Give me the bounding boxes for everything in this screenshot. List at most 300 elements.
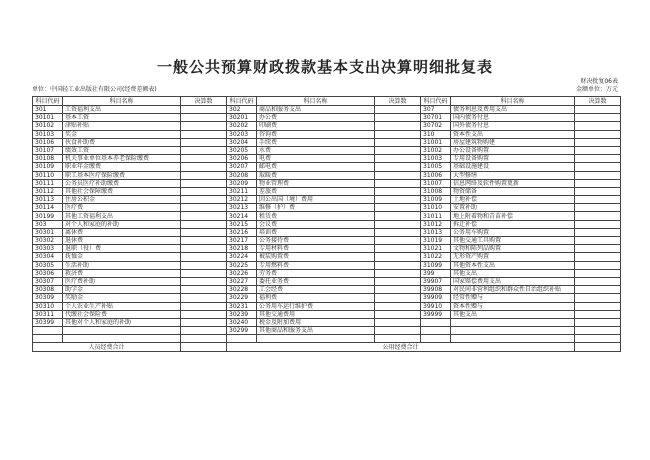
cell-code: 30112 <box>33 187 63 195</box>
cell-name <box>63 335 181 343</box>
cell-amount <box>575 237 621 245</box>
cell-code: 30311 <box>33 310 63 318</box>
cell-amount <box>375 245 421 253</box>
cell-code: 30202 <box>227 122 257 130</box>
cell-code: 31022 <box>421 253 451 261</box>
cell-name: 办公费 <box>257 114 375 122</box>
cell-code: 31010 <box>421 204 451 212</box>
cell-amount <box>575 286 621 294</box>
cell-name: 邮电费 <box>257 163 375 171</box>
cell-code: 39910 <box>421 302 451 310</box>
cell-name: 税金及附加费用 <box>257 318 375 326</box>
table-row <box>33 286 621 294</box>
cell-name <box>451 335 575 343</box>
header-name-3: 科目名称 <box>451 97 575 106</box>
cell-name: 文物和陈列品购置 <box>451 245 575 253</box>
cell-name: 地上附着物和青苗补偿 <box>451 212 575 220</box>
cell-amount <box>575 122 621 130</box>
cell-name: 个人农业生产补贴 <box>63 302 181 310</box>
cell-amount <box>575 310 621 318</box>
cell-amount <box>375 310 421 318</box>
cell-code: 31011 <box>421 212 451 220</box>
table-row <box>33 130 621 138</box>
form-number-block <box>576 78 618 94</box>
cell-code: 307 <box>421 106 451 114</box>
cell-amount <box>575 106 621 114</box>
table-row <box>33 171 621 179</box>
cell-amount <box>181 261 227 269</box>
cell-amount <box>575 196 621 204</box>
cell-code <box>421 318 451 326</box>
cell-amount <box>181 335 227 343</box>
cell-code: 30102 <box>33 122 63 130</box>
cell-code: 30305 <box>33 261 63 269</box>
cell-code: 31006 <box>421 171 451 179</box>
cell-code: 31003 <box>421 155 451 163</box>
cell-code: 30199 <box>33 212 63 220</box>
cell-name: 离休费 <box>63 228 181 236</box>
cell-amount <box>375 228 421 236</box>
cell-name: 其他交通费用 <box>257 310 375 318</box>
cell-amount <box>181 310 227 318</box>
cell-amount <box>375 163 421 171</box>
cell-name: 救济费 <box>63 269 181 277</box>
cell-code: 30101 <box>33 114 63 122</box>
cell-amount <box>181 163 227 171</box>
cell-name: 专用材料费 <box>257 245 375 253</box>
header-code-3: 科目代码 <box>421 97 451 106</box>
cell-name: 安置补助 <box>451 204 575 212</box>
cell-name: 无形资产购置 <box>451 253 575 261</box>
amount-unit: 金额单位：万元 <box>575 86 618 93</box>
cell-code: 30308 <box>33 286 63 294</box>
cell-name: 土地补偿 <box>451 196 575 204</box>
cell-name: 公务接待费 <box>257 237 375 245</box>
cell-code: 30106 <box>33 138 63 146</box>
table-row <box>33 212 621 220</box>
cell-name: 对民间非营利组织和群众性自治组织补贴 <box>451 286 575 294</box>
cell-code: 30227 <box>227 277 257 285</box>
cell-code: 39908 <box>421 286 451 294</box>
cell-name: 伙食补助费 <box>63 138 181 146</box>
cell-code: 30205 <box>227 146 257 154</box>
cell-code: 30213 <box>227 204 257 212</box>
cell-amount <box>375 114 421 122</box>
cell-amount <box>575 130 621 138</box>
cell-name: 专用设备购置 <box>451 155 575 163</box>
cell-code <box>33 327 63 335</box>
cell-amount <box>181 237 227 245</box>
table-body <box>33 106 621 343</box>
cell-amount <box>375 106 421 114</box>
cell-name: 医疗费补助 <box>63 277 181 285</box>
cell-code: 30110 <box>33 171 63 179</box>
cell-amount <box>181 122 227 130</box>
cell-code: 30302 <box>33 237 63 245</box>
cell-name: 大型修缮 <box>451 171 575 179</box>
cell-amount <box>575 179 621 187</box>
cell-code: 30299 <box>227 327 257 335</box>
cell-code: 30103 <box>33 130 63 138</box>
cell-amount <box>181 253 227 261</box>
cell-amount <box>375 179 421 187</box>
cell-code: 310 <box>421 130 451 138</box>
cell-name: 取暖费 <box>257 171 375 179</box>
cell-name: 工资福利支出 <box>63 106 181 114</box>
cell-amount <box>375 335 421 343</box>
table-row <box>33 253 621 261</box>
cell-name: 其他交通工具购置 <box>451 237 575 245</box>
cell-code: 30214 <box>227 212 257 220</box>
cell-code: 30306 <box>33 269 63 277</box>
cell-amount <box>575 294 621 302</box>
table-row <box>33 106 621 114</box>
cell-name <box>257 335 375 343</box>
cell-amount <box>575 171 621 179</box>
cell-name: 债务利息及费用支出 <box>451 106 575 114</box>
cell-code: 30206 <box>227 155 257 163</box>
cell-code: 30240 <box>227 318 257 326</box>
cell-amount <box>575 253 621 261</box>
cell-code: 30304 <box>33 253 63 261</box>
cell-code: 30217 <box>227 237 257 245</box>
cell-amount <box>181 286 227 294</box>
cell-name: 基本工资 <box>63 114 181 122</box>
cell-name: 机关事业单位基本养老保险缴费 <box>63 155 181 163</box>
cell-amount <box>181 187 227 195</box>
cell-name: 专用燃料费 <box>257 261 375 269</box>
cell-code: 30229 <box>227 294 257 302</box>
table-row <box>33 138 621 146</box>
cell-code: 31008 <box>421 187 451 195</box>
table-header-row <box>33 97 621 106</box>
cell-code: 30399 <box>33 318 63 326</box>
table-row <box>33 146 621 154</box>
cell-name: 助学金 <box>63 286 181 294</box>
cell-code <box>421 335 451 343</box>
cell-code: 30109 <box>33 163 63 171</box>
cell-name: 信息网络及软件购置更新 <box>451 179 575 187</box>
table-row <box>33 302 621 310</box>
cell-code: 30207 <box>227 163 257 171</box>
cell-amount <box>375 146 421 154</box>
cell-code: 30215 <box>227 220 257 228</box>
cell-name: 咨询费 <box>257 130 375 138</box>
cell-amount <box>181 106 227 114</box>
public-total-value <box>575 343 621 351</box>
cell-amount <box>181 171 227 179</box>
cell-amount <box>575 114 621 122</box>
cell-amount <box>181 245 227 253</box>
cell-amount <box>575 261 621 269</box>
cell-code: 30107 <box>33 146 63 154</box>
cell-amount <box>375 130 421 138</box>
cell-code: 399 <box>421 269 451 277</box>
header-name-1: 科目名称 <box>63 97 181 106</box>
cell-amount <box>375 302 421 310</box>
cell-amount <box>375 294 421 302</box>
cell-amount <box>181 196 227 204</box>
cell-code: 303 <box>33 220 63 228</box>
cell-name: 其他资本性支出 <box>451 261 575 269</box>
cell-amount <box>375 277 421 285</box>
cell-amount <box>375 204 421 212</box>
cell-code: 30113 <box>33 196 63 204</box>
table-row <box>33 122 621 130</box>
cell-code: 39907 <box>421 277 451 285</box>
cell-name: 生活补助 <box>63 261 181 269</box>
cell-name: 培训费 <box>257 228 375 236</box>
cell-amount <box>181 155 227 163</box>
cell-amount <box>181 130 227 138</box>
cell-name <box>451 318 575 326</box>
cell-name: 职工基本医疗保险缴费 <box>63 171 181 179</box>
cell-name: 基础设施建设 <box>451 163 575 171</box>
cell-code: 31021 <box>421 245 451 253</box>
cell-amount <box>181 269 227 277</box>
unit-label: 单位：中国轻工业出版社有限公司(经费差额表) <box>32 86 157 93</box>
cell-code: 31002 <box>421 146 451 154</box>
cell-amount <box>181 204 227 212</box>
cell-amount <box>181 220 227 228</box>
cell-amount <box>575 269 621 277</box>
cell-code: 31099 <box>421 261 451 269</box>
table-row <box>33 220 621 228</box>
cell-code: 30701 <box>421 114 451 122</box>
cell-amount <box>375 220 421 228</box>
table-row <box>33 228 621 236</box>
cell-name: 退休费 <box>63 237 181 245</box>
cell-amount <box>575 277 621 285</box>
cell-amount <box>575 228 621 236</box>
cell-amount <box>575 212 621 220</box>
cell-name: 办公设备购置 <box>451 146 575 154</box>
cell-amount <box>181 318 227 326</box>
header-amount-1: 决算数 <box>181 97 227 106</box>
cell-code: 30303 <box>33 245 63 253</box>
cell-code: 31009 <box>421 196 451 204</box>
table-row <box>33 163 621 171</box>
cell-amount <box>375 327 421 335</box>
cell-name: 公务用车运行维护费 <box>257 302 375 310</box>
cell-name: 电费 <box>257 155 375 163</box>
cell-code: 30203 <box>227 130 257 138</box>
cell-code: 31012 <box>421 220 451 228</box>
cell-code <box>227 335 257 343</box>
cell-amount <box>575 245 621 253</box>
cell-name: 其他商品和服务支出 <box>257 327 375 335</box>
cell-amount <box>575 220 621 228</box>
cell-amount <box>375 237 421 245</box>
cell-code: 30226 <box>227 269 257 277</box>
cell-name: 其他工资福利支出 <box>63 212 181 220</box>
cell-name <box>451 327 575 335</box>
cell-name: 租赁费 <box>257 212 375 220</box>
cell-amount <box>181 146 227 154</box>
header-amount-3: 决算数 <box>575 97 621 106</box>
table-row <box>33 245 621 253</box>
header-name-2: 科目名称 <box>257 97 375 106</box>
cell-code: 30231 <box>227 302 257 310</box>
cell-code: 30224 <box>227 253 257 261</box>
cell-name: 劳务费 <box>257 269 375 277</box>
cell-name: 公务员医疗补助缴费 <box>63 179 181 187</box>
cell-name: 代缴社会保险费 <box>63 310 181 318</box>
cell-code: 30228 <box>227 286 257 294</box>
cell-name: 津贴补贴 <box>63 122 181 130</box>
cell-name: 其他支出 <box>451 269 575 277</box>
cell-name: 其他社会保障缴费 <box>63 187 181 195</box>
cell-amount <box>181 228 227 236</box>
cell-code: 30225 <box>227 261 257 269</box>
cell-amount <box>181 212 227 220</box>
cell-amount <box>575 335 621 343</box>
cell-name: 商品和服务支出 <box>257 106 375 114</box>
cell-name: 住房公积金 <box>63 196 181 204</box>
cell-name: 因公出国（境）费用 <box>257 196 375 204</box>
cell-name: 绩效工资 <box>63 146 181 154</box>
cell-code: 31001 <box>421 138 451 146</box>
cell-amount <box>575 204 621 212</box>
table-row <box>33 294 621 302</box>
cell-code <box>33 335 63 343</box>
table-row <box>33 155 621 163</box>
cell-name: 会议费 <box>257 220 375 228</box>
cell-name: 物资储备 <box>451 187 575 195</box>
cell-amount <box>575 163 621 171</box>
table-row <box>33 187 621 195</box>
cell-code: 30218 <box>227 245 257 253</box>
cell-amount <box>375 187 421 195</box>
cell-name: 资本性赠与 <box>451 302 575 310</box>
cell-amount <box>181 302 227 310</box>
form-number: 财决批复06表 <box>580 78 618 85</box>
cell-code: 30310 <box>33 302 63 310</box>
table-row <box>33 310 621 318</box>
cell-code: 30111 <box>33 179 63 187</box>
cell-name: 退职（役）费 <box>63 245 181 253</box>
page-title: 一般公共预算财政拨款基本支出决算明细批复表 <box>156 58 493 76</box>
cell-name: 差旅费 <box>257 187 375 195</box>
cell-amount <box>181 294 227 302</box>
cell-name: 经常性赠与 <box>451 294 575 302</box>
public-total-label: 公用经费合计 <box>227 343 575 351</box>
cell-amount <box>375 122 421 130</box>
cell-name: 物业管理费 <box>257 179 375 187</box>
cell-code: 30212 <box>227 196 257 204</box>
cell-amount <box>181 179 227 187</box>
cell-amount <box>575 138 621 146</box>
cell-amount <box>181 327 227 335</box>
footer-row <box>33 343 621 351</box>
cell-name: 被装购置费 <box>257 253 375 261</box>
table-row <box>33 237 621 245</box>
cell-amount <box>575 187 621 195</box>
cell-code: 30211 <box>227 187 257 195</box>
cell-amount <box>575 146 621 154</box>
table-row <box>33 327 621 335</box>
cell-name: 国外债务付息 <box>451 122 575 130</box>
cell-code: 30239 <box>227 310 257 318</box>
cell-code: 30307 <box>33 277 63 285</box>
cell-code: 30114 <box>33 204 63 212</box>
personnel-total-label: 人员经费合计 <box>33 343 181 351</box>
cell-name: 抚恤金 <box>63 253 181 261</box>
cell-amount <box>575 302 621 310</box>
cell-name <box>63 327 181 335</box>
cell-code: 30108 <box>33 155 63 163</box>
cell-name: 其他对个人和家庭的补助 <box>63 318 181 326</box>
cell-amount <box>575 155 621 163</box>
table-row <box>33 179 621 187</box>
cell-code: 301 <box>33 106 63 114</box>
personnel-total-value <box>181 343 227 351</box>
cell-name: 其他支出 <box>451 310 575 318</box>
cell-code: 39999 <box>421 310 451 318</box>
cell-name: 水费 <box>257 146 375 154</box>
cell-amount <box>375 253 421 261</box>
cell-code <box>421 327 451 335</box>
cell-name: 奖金 <box>63 130 181 138</box>
table-row <box>33 261 621 269</box>
cell-name: 工会经费 <box>257 286 375 294</box>
cell-code: 30702 <box>421 122 451 130</box>
header-amount-2: 决算数 <box>375 97 421 106</box>
cell-code: 39909 <box>421 294 451 302</box>
cell-code: 30209 <box>227 179 257 187</box>
cell-name: 公务用车购置 <box>451 228 575 236</box>
cell-code: 31007 <box>421 179 451 187</box>
cell-amount <box>375 171 421 179</box>
cell-code: 31005 <box>421 163 451 171</box>
table-row <box>33 196 621 204</box>
header-code-2: 科目代码 <box>227 97 257 106</box>
cell-amount <box>375 261 421 269</box>
budget-table <box>32 96 621 352</box>
table-row <box>33 335 621 343</box>
cell-name: 对个人和家庭的补助 <box>63 220 181 228</box>
cell-name: 手续费 <box>257 138 375 146</box>
cell-code: 31013 <box>421 228 451 236</box>
cell-name: 医疗费 <box>63 204 181 212</box>
table-row <box>33 318 621 326</box>
cell-code: 30309 <box>33 294 63 302</box>
cell-amount <box>375 138 421 146</box>
cell-amount <box>375 212 421 220</box>
cell-name: 拆迁补偿 <box>451 220 575 228</box>
cell-code: 30216 <box>227 228 257 236</box>
cell-amount <box>375 269 421 277</box>
cell-amount <box>375 318 421 326</box>
cell-code: 30201 <box>227 114 257 122</box>
cell-name: 委托业务费 <box>257 277 375 285</box>
cell-code: 30204 <box>227 138 257 146</box>
cell-name: 维修（护）费 <box>257 204 375 212</box>
cell-amount <box>375 155 421 163</box>
table-row <box>33 204 621 212</box>
cell-name: 福利费 <box>257 294 375 302</box>
cell-name: 国内债务付息 <box>451 114 575 122</box>
cell-code: 30301 <box>33 228 63 236</box>
cell-name: 印刷费 <box>257 122 375 130</box>
cell-code: 30208 <box>227 171 257 179</box>
cell-name: 职业年金缴费 <box>63 163 181 171</box>
table-row <box>33 277 621 285</box>
cell-name: 奖励金 <box>63 294 181 302</box>
cell-amount <box>375 286 421 294</box>
cell-amount <box>181 114 227 122</box>
cell-name: 资本性支出 <box>451 130 575 138</box>
